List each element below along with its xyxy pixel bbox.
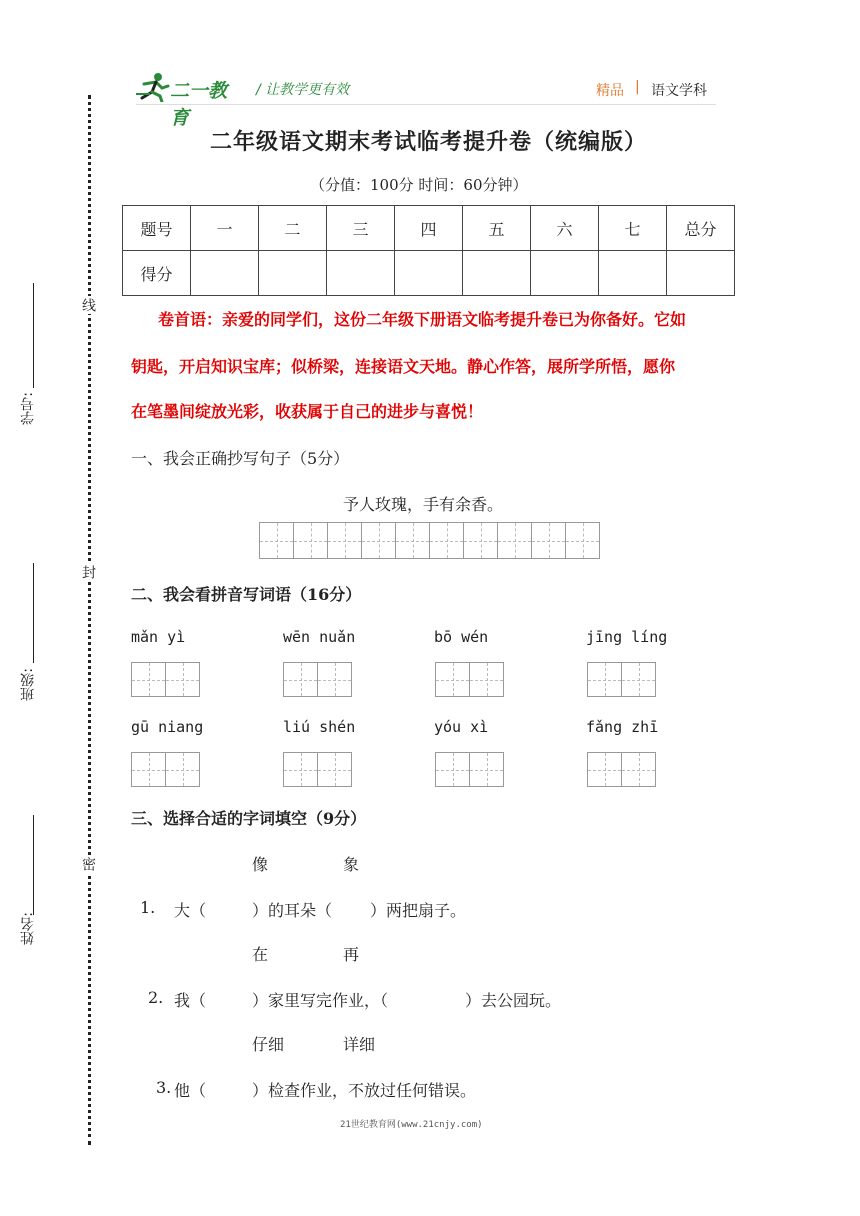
writing-cell[interactable] [131, 752, 166, 787]
score-cell: 题号 [123, 206, 191, 251]
word-grid[interactable] [283, 662, 351, 697]
writing-cell[interactable] [469, 752, 504, 787]
score-input-cell[interactable] [667, 251, 735, 296]
logo-text: 二一教育 [170, 80, 228, 129]
score-input-cell[interactable] [531, 251, 599, 296]
writing-cell[interactable] [283, 662, 318, 697]
writing-cell[interactable] [469, 662, 504, 697]
score-input-cell[interactable] [259, 251, 327, 296]
class-label: 班级: [20, 668, 36, 701]
answer-blank[interactable] [210, 1076, 250, 1098]
writing-cell[interactable] [621, 662, 656, 697]
pinyin-label: jīng líng [586, 628, 668, 646]
name-label: 姓名: [20, 912, 36, 945]
option-word: 象 [343, 855, 360, 874]
writing-cell[interactable] [283, 752, 318, 787]
writing-cell[interactable] [317, 752, 352, 787]
student-id-line[interactable] [33, 283, 34, 388]
score-table-header-row [123, 206, 735, 251]
word-grid[interactable] [283, 752, 351, 787]
score-cell: 得分 [123, 251, 191, 296]
writing-cell[interactable] [435, 752, 470, 787]
class-line[interactable] [33, 563, 34, 663]
name-line[interactable] [33, 815, 34, 915]
writing-cell[interactable] [165, 752, 200, 787]
question-number: 2. [148, 988, 164, 1007]
question-text: ）两把扇子。 [370, 901, 467, 920]
student-id-label: 学号: [20, 392, 36, 425]
question-number: 1. [140, 898, 156, 917]
option-word: 详细 [343, 1035, 376, 1054]
answer-blank[interactable] [412, 986, 462, 1008]
writing-cell[interactable] [327, 522, 362, 559]
writing-cell[interactable] [131, 662, 166, 697]
score-table-score-row [123, 251, 735, 296]
answer-blank[interactable] [210, 896, 250, 918]
word-grid[interactable] [587, 752, 655, 787]
score-cell: 四 [395, 206, 463, 251]
option-word: 在 [252, 945, 269, 964]
score-cell: 五 [463, 206, 531, 251]
score-cell: 一 [191, 206, 259, 251]
score-input-cell[interactable] [599, 251, 667, 296]
writing-cell[interactable] [361, 522, 396, 559]
score-cell: 六 [531, 206, 599, 251]
pinyin-label: yóu xì [434, 718, 489, 736]
writing-cell[interactable] [621, 752, 656, 787]
header-divider: | [635, 79, 640, 95]
pinyin-label: mǎn yì [131, 628, 186, 646]
binding-line-dotted [88, 95, 91, 1145]
seal-char-mi: 密 [80, 857, 96, 871]
page-subtitle: （分值：100分 时间：60分钟） [310, 176, 528, 194]
answer-blank[interactable] [337, 896, 371, 918]
option-word: 再 [343, 945, 360, 964]
question-text: ）家里写完作业，（ [252, 991, 389, 1010]
intro-line-1: 卷首语：亲爱的同学们，这份二年级下册语文临考提升卷已为你备好。它如 [158, 310, 687, 329]
writing-cell[interactable] [165, 662, 200, 697]
writing-cell[interactable] [531, 522, 566, 559]
subject-label: 语文学科 [651, 83, 707, 99]
seal-char-xian: 线 [80, 298, 96, 312]
answer-blank[interactable] [210, 986, 250, 1008]
page-title: 二年级语文期末考试临考提升卷（统编版） [210, 129, 648, 155]
runner-icon [136, 72, 170, 102]
writing-cell[interactable] [395, 522, 430, 559]
word-grid[interactable] [435, 662, 503, 697]
writing-cell[interactable] [565, 522, 600, 559]
option-word: 像 [252, 855, 269, 874]
logo [136, 72, 244, 129]
intro-line-2: 钥匙，开启知识宝库；似桥梁，连接语文天地。静心作答，展所学所悟，愿你 [131, 357, 676, 376]
score-cell: 二 [259, 206, 327, 251]
seal-char-feng: 封 [80, 565, 96, 579]
writing-cell[interactable] [259, 522, 294, 559]
option-word: 仔细 [252, 1035, 285, 1054]
page-footer: 21世纪教育网(www.21cnjy.com) [340, 1120, 483, 1130]
pinyin-label: fǎng zhī [586, 718, 659, 736]
writing-cell[interactable] [587, 752, 622, 787]
score-input-cell[interactable] [191, 251, 259, 296]
writing-cell[interactable] [429, 522, 464, 559]
word-grid[interactable] [587, 662, 655, 697]
quality-label: 精品 [596, 83, 624, 99]
score-cell: 三 [327, 206, 395, 251]
writing-cell[interactable] [435, 662, 470, 697]
writing-cell[interactable] [587, 662, 622, 697]
copy-sentence: 予人玫瑰，手有余香。 [343, 495, 504, 514]
score-input-cell[interactable] [463, 251, 531, 296]
pinyin-label: wēn nuǎn [283, 628, 356, 646]
writing-cell[interactable] [497, 522, 532, 559]
score-cell: 七 [599, 206, 667, 251]
slogan: / 让教学更有效 [256, 82, 350, 98]
score-cell: 总分 [667, 206, 735, 251]
header-rule [136, 104, 716, 105]
section3-heading: 三、选择合适的字词填空（9分） [131, 809, 367, 828]
pinyin-label: gū niang [131, 718, 204, 736]
score-input-cell[interactable] [395, 251, 463, 296]
word-grid[interactable] [131, 752, 199, 787]
copy-writing-grid[interactable] [259, 522, 599, 559]
score-table [122, 205, 735, 296]
section2-heading: 二、我会看拼音写词语（16分） [131, 585, 362, 604]
question-text: ）去公园玩。 [465, 991, 562, 1010]
intro-line-3: 在笔墨间绽放光彩，收获属于自己的进步与喜悦！ [131, 402, 484, 421]
section1-heading: 一、我会正确抄写句子（5分） [131, 449, 350, 468]
writing-cell[interactable] [293, 522, 328, 559]
question-text: 我（ [174, 991, 207, 1010]
question-text: ）的耳朵（ [252, 901, 333, 920]
question-text: 大（ [174, 901, 207, 920]
writing-cell[interactable] [317, 662, 352, 697]
question-text: ）检查作业，不放过任何错误。 [252, 1081, 477, 1100]
word-grid[interactable] [131, 662, 199, 697]
word-grid[interactable] [435, 752, 503, 787]
score-input-cell[interactable] [327, 251, 395, 296]
pinyin-label: liú shén [283, 718, 356, 736]
pinyin-label: bō wén [434, 628, 489, 646]
writing-cell[interactable] [463, 522, 498, 559]
question-text: 他（ [174, 1081, 207, 1100]
question-number: 3. [156, 1078, 172, 1097]
